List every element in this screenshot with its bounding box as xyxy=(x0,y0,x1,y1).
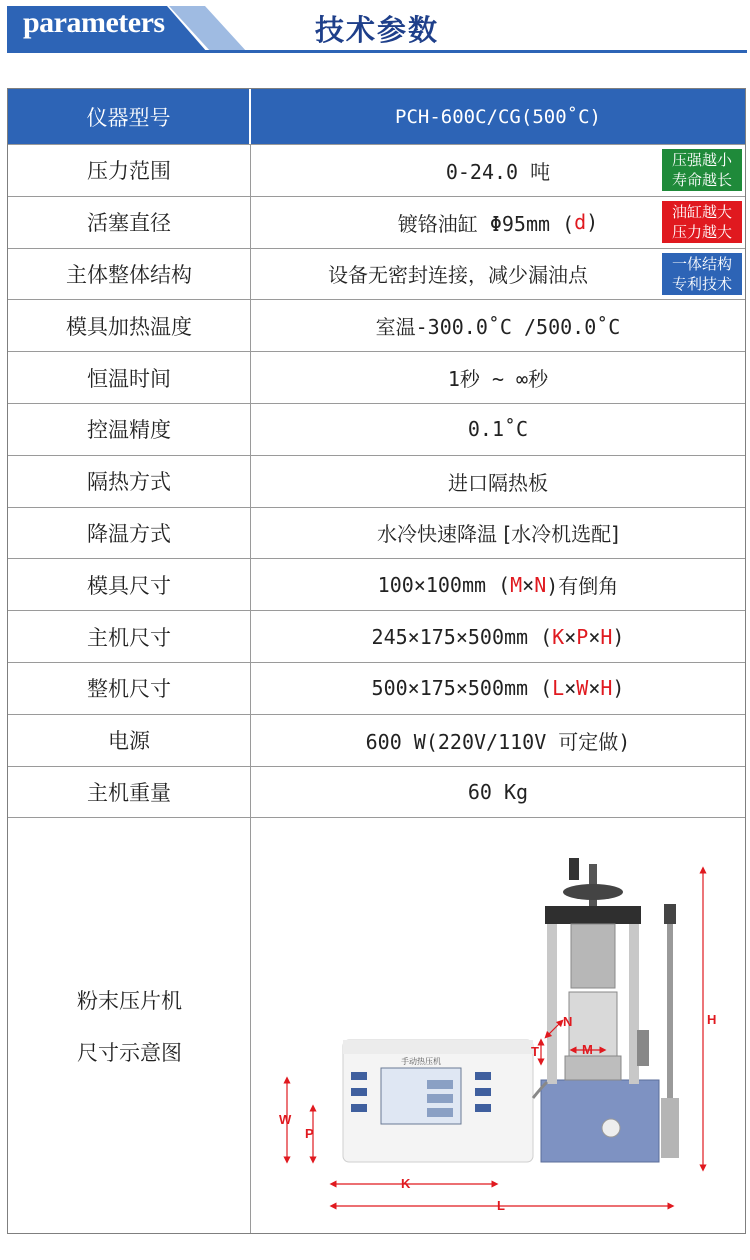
row-value: 600 W(220V/110V 可定做) xyxy=(365,729,631,754)
dim-letter: N xyxy=(534,572,547,597)
row-label: 压力范围 xyxy=(8,145,251,196)
press-unit xyxy=(533,858,679,1162)
row-label: 隔热方式 xyxy=(8,456,251,507)
row-label: 主机重量 xyxy=(8,767,251,818)
tag-line: 油缸越大 xyxy=(671,202,732,221)
row-label: 主机尺寸 xyxy=(8,611,251,662)
dim-letter: L xyxy=(552,676,565,701)
row-value: 水冷快速降温 [水冷机选配] xyxy=(377,522,619,547)
table-row xyxy=(8,766,745,818)
table-row xyxy=(8,196,745,248)
dim-label-w: W xyxy=(279,1112,292,1128)
row-value xyxy=(251,611,745,662)
dim-label-t: T xyxy=(531,1044,539,1060)
table-row xyxy=(8,714,745,766)
dim-letter: M xyxy=(510,572,523,597)
times-sign: × xyxy=(588,624,601,649)
table-row xyxy=(8,403,745,455)
dim-label-l: L xyxy=(497,1198,505,1214)
value-part: ) xyxy=(612,676,625,701)
row-value: 0.1˚C xyxy=(467,417,529,442)
tag-pressure xyxy=(662,149,742,191)
table-row xyxy=(8,455,745,507)
row-value: 室温-300.0˚C /500.0˚C xyxy=(375,315,621,340)
table-header-row xyxy=(8,89,745,144)
row-value: 1秒 ~ ∞秒 xyxy=(447,367,549,392)
row-label: 整机尺寸 xyxy=(8,663,251,714)
tag-line: 专利技术 xyxy=(671,274,732,293)
dim-letter: W xyxy=(576,676,589,701)
model-label: 仪器型号 xyxy=(8,89,251,144)
dim-letter: K xyxy=(552,624,565,649)
value-part: ) xyxy=(586,210,599,235)
row-value xyxy=(251,663,745,714)
table-row xyxy=(8,351,745,403)
times-sign: × xyxy=(588,676,601,701)
dim-label-m: M xyxy=(582,1042,593,1058)
dim-letter: H xyxy=(600,676,613,701)
value-part: )有倒角 xyxy=(546,574,619,599)
table-row xyxy=(8,610,745,662)
dim-letter: P xyxy=(576,624,589,649)
row-label: 模具加热温度 xyxy=(8,300,251,351)
dim-label-h: H xyxy=(707,1012,717,1028)
value-part: 245×175×500mm ( xyxy=(371,624,553,649)
times-sign: × xyxy=(564,624,577,649)
value-part: 500×175×500mm ( xyxy=(371,676,553,701)
row-value: 进口隔热板 xyxy=(448,470,548,495)
table-row xyxy=(8,144,745,196)
table-row xyxy=(8,248,745,300)
row-label: 控温精度 xyxy=(8,404,251,455)
press-illustration xyxy=(251,818,745,1232)
tag-line: 压强越小 xyxy=(671,151,732,169)
tag-structure xyxy=(662,253,742,295)
row-value: 60 Kg xyxy=(467,779,529,804)
model-value: PCH-600C/CG(500˚C) xyxy=(251,89,745,144)
diagram-row xyxy=(8,817,745,1233)
tag-line: 寿命越长 xyxy=(671,171,732,189)
section-header xyxy=(7,0,747,58)
row-value: 设备无密封连接，减少漏油点 xyxy=(328,263,588,288)
dim-label-n: N xyxy=(563,1014,573,1030)
tag-cylinder xyxy=(662,201,742,243)
table-row xyxy=(8,507,745,559)
row-label: 活塞直径 xyxy=(8,197,251,248)
tag-line: 压力越大 xyxy=(671,222,732,241)
table-row xyxy=(8,299,745,351)
dim-letter: d xyxy=(574,210,587,235)
diagram-label-line: 粉末压片机 xyxy=(77,989,182,1014)
dim-label-p: P xyxy=(305,1126,314,1142)
row-value: 0-24.0 吨 xyxy=(445,159,551,184)
value-part: 镀铬油缸 Φ95mm ( xyxy=(397,211,575,236)
row-label: 电源 xyxy=(8,715,251,766)
times-sign: × xyxy=(564,676,577,701)
diagram-label xyxy=(8,818,251,1233)
spec-table xyxy=(7,88,746,1234)
value-part: 100×100mm ( xyxy=(377,572,511,597)
value-part: × xyxy=(522,572,535,597)
controller-unit xyxy=(343,1040,533,1162)
row-label: 恒温时间 xyxy=(8,352,251,403)
row-label: 主体整体结构 xyxy=(8,249,251,300)
header-divider xyxy=(7,50,747,53)
tag-line: 一体结构 xyxy=(671,254,732,273)
row-label: 降温方式 xyxy=(8,508,251,559)
row-label: 模具尺寸 xyxy=(8,559,251,610)
table-row xyxy=(8,558,745,610)
dim-letter: H xyxy=(600,624,613,649)
diagram-label-line: 尺寸示意图 xyxy=(77,1041,182,1066)
row-value xyxy=(251,559,745,610)
value-part: ) xyxy=(612,624,625,649)
page-title: 技术参数 xyxy=(314,13,439,47)
dim-label-k: K xyxy=(401,1176,411,1192)
badge-text: parameters xyxy=(23,6,165,39)
controller-title: 手动热压机 xyxy=(401,1057,441,1067)
machine-diagram xyxy=(251,818,745,1233)
table-row xyxy=(8,662,745,714)
